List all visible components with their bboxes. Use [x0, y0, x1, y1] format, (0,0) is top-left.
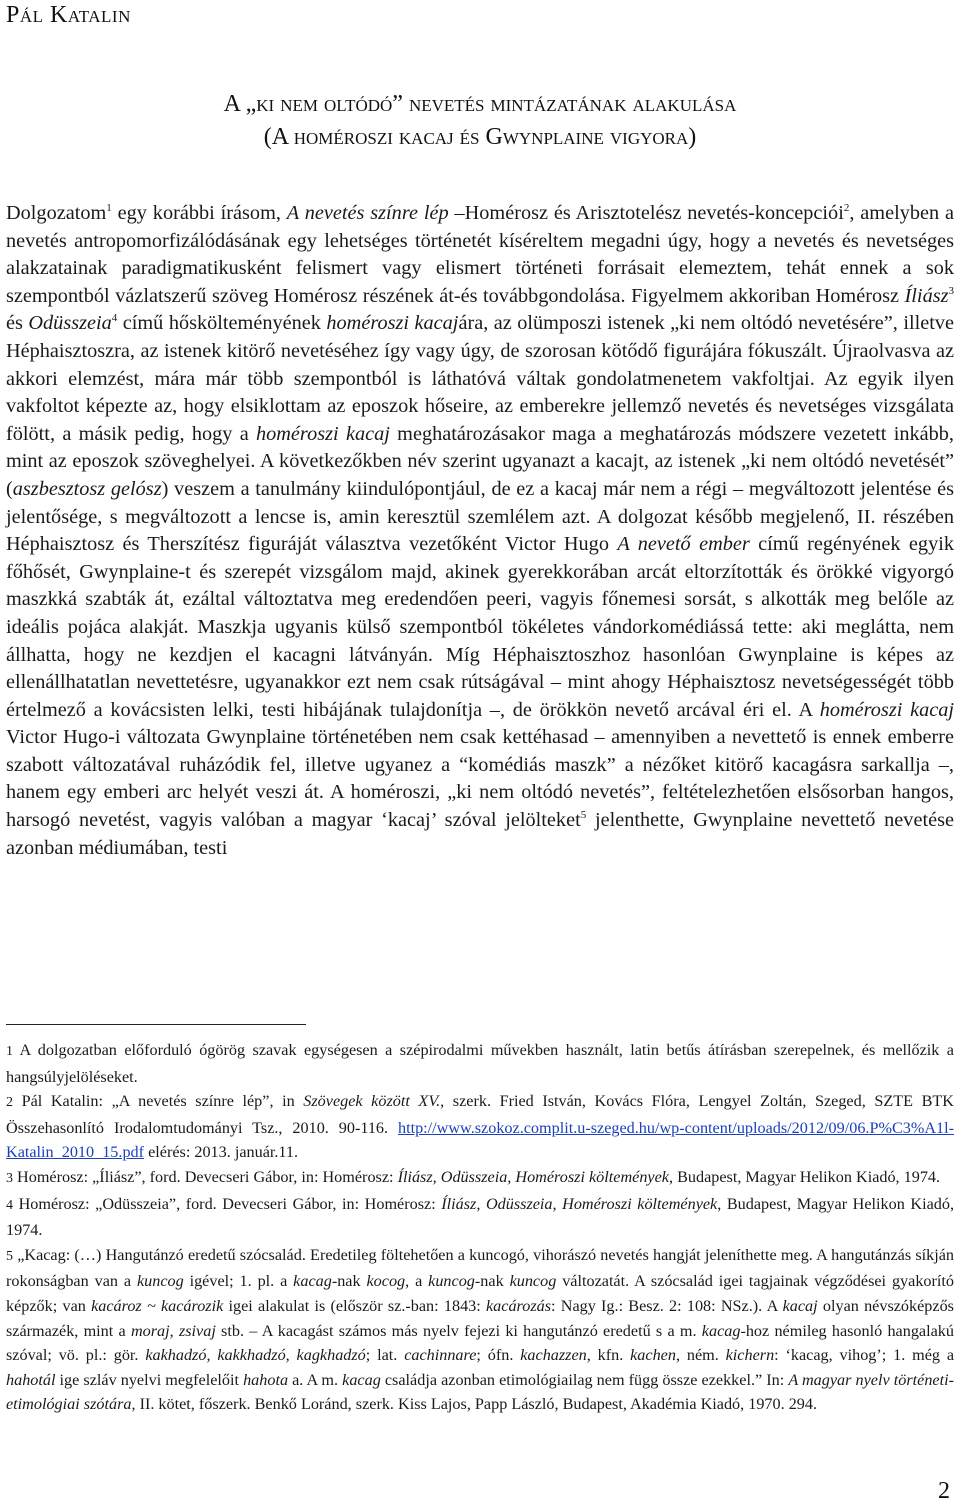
footnote-text: , ném. [675, 1346, 726, 1365]
term: kichern [725, 1346, 775, 1365]
footnote-text: , a [405, 1272, 429, 1291]
footnote-text: változatát. A szócsalád igei tagjainak végződései gyakorító képzők; van [6, 1272, 954, 1315]
text-run: Victor Hugo-i változata Gwynplaine történetében nem csak kettéhasad – amennyiben a nevettető is ennek emberre szabott változatával ruházódik fel, illetve ugyanez a “komédiás maszk” a nézőket kitörő kacagásra sarkallja –, hanem egy emberi arc helyét veszi át. A homéroszi, „ki nem oltódó nevetés”, feltételezhetően elsősorban hangos, harsogó nevetést, vagyis valóban a magyar ‘kacaj’ szóval jelölteket [6, 726, 954, 832]
term: kacag [293, 1272, 332, 1291]
footnote-separator [6, 1024, 306, 1025]
term: kachen [630, 1346, 676, 1365]
footnote-text: , kfn. [586, 1346, 631, 1365]
footnote-ref-5[interactable]: 5 [580, 809, 587, 822]
footnote-text: : Nagy Ig.: Besz. 2: 108: NSz.). A [551, 1296, 783, 1315]
footnote-text: Pál Katalin: „A nevetés színre lép”, in [13, 1092, 304, 1111]
term: kocog [366, 1272, 406, 1291]
term: kacag [701, 1321, 741, 1340]
footnote-text: Homérosz: „Íliász”, ford. Devecseri Gábor, in: Homérosz: [13, 1167, 398, 1186]
page-number: 2 [938, 1478, 950, 1504]
term: kuncog [428, 1272, 475, 1291]
text-run: ára, az olümposzi istenek „ki nem oltódó nevetésére”, illetve Héphaisztoszra, az istenek kitörő nevetéséhez így vagy úgy, de szorosan kötődő figurájára fókuszált. Újraolvasva az akkori elemzést, mára már több szempontból is láthatóvá váltak gondolatmenetem vakfoltjai. Az egyik ilyen vakfoltot képezte az, hogy elsiklottam az eposzok hőseire, az emberekre jellemző nevetés és nevetséges vizsgálata fölött, a másik pedig, hogy a [6, 312, 954, 445]
work-title: Íliász, Odüsszeia, Homéroszi költemények [397, 1167, 669, 1186]
text-run: című regényének egyik főhősét, Gwynplaine-t és szerepét vizsgálom majd, akinek gyerekkorában arcát eltorzították és örökké vigyorgó maszkká szabták át, ezáltal változtatva meg eredendően peeri, vagyis főnemesi sorsát, s alkották meg belőle az ideális pojáca alakját. Maszkja ugyanis külső szempontból tökéletes vándorkomédiássá tette: aki meglátta, nem állhatta, hogy ne kezdjen el kacagni látványán. Míg Héphaisztoszhoz hasonlóan Gwynplaine is képes az ellenállhatatlan nevettetésre, ugyanakkor ezt nem csak rútságával – mint ahogy Héphaisztosz nevetségességét több értelmező a kovácsisten lelki, testi hibájának tulajdonítja –, de örökkön nevető arcával éri el. A [6, 533, 954, 721]
work-title: Odüsszeia [28, 312, 112, 335]
footnote-text: stb. – A kacagást számos más nyelv fejezi ki hangutánzó eredetű s a m. [215, 1321, 702, 1340]
footnote-text: , II. kötet, főszerk. Benkő Loránd, szerk. Kiss Lajos, Papp László, Budapest, Akadémia Kiadó, 1970. 294. [131, 1395, 818, 1414]
footnote-ref-3[interactable]: 3 [948, 285, 954, 298]
footnote-number: 4 [6, 1197, 13, 1213]
term: hahota [243, 1370, 289, 1389]
work-title: A magyar nyelv történeti-etimológiai szótára [6, 1370, 954, 1414]
footnote-ref-1[interactable]: 1 [106, 202, 112, 215]
emphasis: aszbesztosz gelósz [12, 477, 162, 500]
term: kuncog [136, 1272, 184, 1291]
emphasis: homéroszi kacaj [326, 312, 459, 335]
footnote-3 [6, 1165, 954, 1192]
text-run: ) veszem a tanulmány kiindulópontjául, de ez a kacaj már nem a régi – megváltozott jelentése és jelentősége, s megváltozott a lencse is, amin keresztül szemlélem azt. A dolgozat később megjelenő, II. részében Héphaisztosz és Therszítész figuráját választva vezetőként Victor Hugo [6, 477, 954, 556]
term: kacározás [485, 1296, 552, 1315]
footnote-text: : ‘kacag, vihog’; 1. még a [774, 1346, 955, 1365]
footnote-text: ige szláv nyelvi megfelelőit [55, 1370, 244, 1389]
footnote-text: olyan névszóképzős származék, mint a [6, 1296, 954, 1340]
footnote-5 [6, 1243, 954, 1417]
text-run: Dolgozatom [6, 202, 107, 224]
footnote-text: igével; 1. pl. a [183, 1272, 294, 1291]
emphasis: homéroszi kacaj [819, 698, 954, 721]
footnote-number: 3 [6, 1170, 13, 1186]
term: moraj, zsivaj [130, 1321, 216, 1340]
footnote-number: 2 [6, 1095, 13, 1111]
footnote-1 [6, 1038, 954, 1089]
footnote-number: 1 [6, 1044, 13, 1059]
footnote-text: -nak [474, 1272, 510, 1291]
article-subtitle: (A homéroszi kacaj és Gwynplaine vigyora) [263, 124, 697, 150]
footnote-ref-2[interactable]: 2 [843, 202, 850, 215]
footnote-4 [6, 1192, 954, 1243]
text-run: –Homérosz és Arisztotelész nevetés-koncepciói [448, 202, 844, 224]
footnote-text: -nak [331, 1272, 367, 1291]
term: kacag [342, 1370, 381, 1389]
footnotes [6, 1038, 954, 1417]
footnote-text: ; ófn. [476, 1346, 521, 1365]
term: kachazzen [520, 1346, 587, 1365]
text-run: , amelyben a nevetés antropomorfizálódásának egy lehetséges történetét kíséreltem megadni úgy, hogy a nevetés és nevetséges alakzatainak paradigmatikusként felismert vagy elismert történeti forrásait elemeztem, tehát ennek a sok szempontból vázlatszerű szöveg Homérosz részének át-és továbbgondolása. Figyelmem akkoriban Homérosz [6, 202, 955, 307]
footnote-text: Homérosz: „Odüsszeia”, ford. Devecseri Gábor, in: Homérosz: [13, 1194, 442, 1213]
body-paragraph [6, 200, 954, 862]
footnote-ref-4[interactable]: 4 [111, 312, 118, 325]
footnote-text: -hoz némileg hasonló hangalakú szóval; vö. pl.: gör. [6, 1321, 954, 1365]
footnote-text: ; lat. [365, 1346, 405, 1365]
term: kacaj [782, 1296, 818, 1315]
term: cachinnare [404, 1346, 477, 1365]
text-run: című hőskölteményének [117, 312, 327, 335]
work-title: Íliász [904, 284, 949, 307]
work-title: Íliász, Odüsszeia, Homéroszi költemények [441, 1194, 718, 1213]
article-title: A „ki nem oltódó” nevetés mintázatának alakulása [223, 91, 737, 117]
work-title: A nevetés színre lép [286, 202, 449, 224]
term: kakhadzó, kakkhadzó, kagkhadzó [145, 1346, 366, 1365]
text-run: meghatározásakor maga a meghatározás módszere vezetett inkább, mint az eposzok szöveghelyei. A következőkben név szerint ugyanazt a kacajt, az istenek „ki nem oltódó nevetését” ( [6, 422, 954, 500]
footnote-text: a. A m. [288, 1370, 343, 1389]
term: hahotál [6, 1370, 56, 1389]
footnote-text: igei alakulat is (először sz.-ban: 1843: [223, 1296, 486, 1315]
footnote-number: 5 [6, 1248, 13, 1264]
author-name: Pál Katalin [6, 2, 131, 28]
footnote-text: A dolgozatban előforduló ógörög szavak egységesen a szépirodalmi művekben használt, latin betűs átírásban szerepelnek, és mellőzik a hangsúlyjelöléseket. [6, 1041, 954, 1086]
text-run: jelenthette, Gwynplaine nevettető nevetése azonban médiumában, testi [6, 809, 954, 859]
work-title: Szövegek között XV. [303, 1092, 441, 1111]
source-link[interactable]: http://www.szokoz.complit.u-szeged.hu/wp-content/uploads/2012/09/06.P%C3%A1l-Katalin_2010_15.pdf [6, 1118, 954, 1162]
term: kacároz ~ kacározik [91, 1296, 224, 1315]
body-text [6, 200, 954, 862]
text-run: és [6, 312, 29, 335]
footnote-text: , Budapest, Magyar Helikon Kiadó, 1974. [6, 1194, 954, 1240]
footnote-text: , szerk. Fried István, Kovács Flóra, Lengyel Zoltán, Szeged, SZTE BTK Összehasonlító Irodalomtudományi Tsz., 2010. 90-116. [6, 1092, 954, 1137]
term: kuncog [509, 1272, 557, 1291]
footnote-text: családja azonban etimológiailag nem függ össze ezekkel.” In: [380, 1370, 789, 1389]
footnote-text: , Budapest, Magyar Helikon Kiadó, 1974. [668, 1167, 941, 1186]
footnote-text: „Kacag: (…) Hangutánzó eredetű szócsalád. Eredetileg föltehetően a kuncogó, vihorászó nevetés hangját jeleníthette meg. A hangutánzás síkján rokonságban van a [6, 1245, 954, 1291]
footnote-2 [6, 1089, 954, 1165]
text-run: egy korábbi írásom, [111, 202, 287, 224]
footnote-text: elérés: 2013. január.11. [144, 1143, 299, 1162]
work-title: A nevető ember [617, 533, 750, 556]
emphasis: homéroszi kacaj [256, 422, 390, 445]
